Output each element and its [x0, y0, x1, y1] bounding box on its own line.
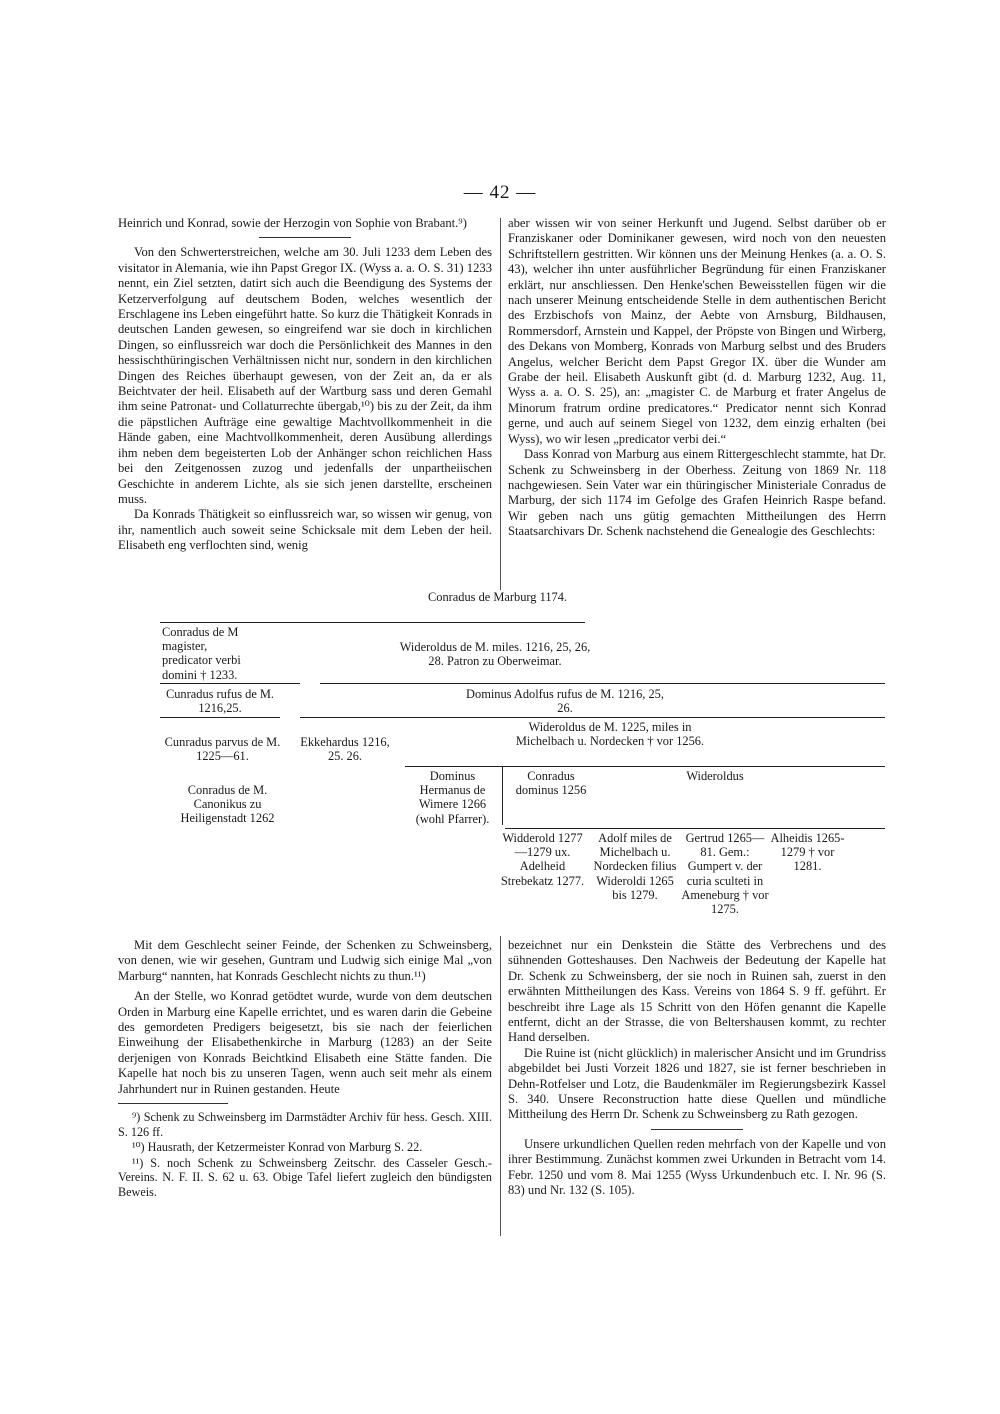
- left-column-upper: [118, 216, 492, 554]
- genealogy-line: [160, 622, 585, 623]
- genealogy-ekkehardus: Ekkehardus 1216, 25. 26.: [300, 735, 390, 764]
- paragraph: Heinrich und Konrad, sowie der Herzogin von Sophie von Brabant.⁹): [118, 216, 467, 230]
- genealogy-gertrud: Gertrud 1265—81. Gem.: Gumpert v. der curia sculteti in Ameneburg † vor 1275.: [681, 831, 769, 917]
- genealogy-adolfus-rufus: Dominus Adolfus rufus de M. 1216, 25, 26.: [466, 687, 664, 716]
- column-divider: [500, 936, 501, 1236]
- page-number: — 42 —: [463, 182, 537, 203]
- genealogy-wideroldus-1225: Wideroldus de M. 1225, miles in Michelbach u. Nordecken † vor 1256.: [515, 720, 705, 749]
- footnote-10: ¹⁰) Hausrath, der Ketzermeister Konrad von Marburg S. 22.: [132, 1140, 423, 1155]
- genealogy-line: [300, 717, 885, 718]
- paragraph: Mit dem Geschlecht seiner Feinde, der Schenken zu Schweinsberg, von denen, wie wir gesehen, Guntram und Ludwig sich einige Mal „von Marburg“ nannten, hat Konrads Geschlecht nichts zu thun.¹¹): [118, 938, 492, 983]
- genealogy-wideroldus-miles: Wideroldus de M. miles. 1216, 25, 26, 28. Patron zu Oberweimar.: [399, 640, 591, 669]
- genealogy-conradus-magister: Conradus de M magister, predicator verbi domini † 1233.: [162, 625, 241, 682]
- genealogy-line: [405, 766, 885, 767]
- paragraph: Unsere urkundlichen Quellen reden mehrfach von der Kapelle und von ihrer Bestimmung. Zunächst kommen zwei Urkunden in Betracht vom 14. Febr. 1250 und vom 8. Mai 1255 (Wyss Urkundenbuch etc. I. Nr. 96 (S. 83) und Nr. 132 (S. 105).: [508, 1136, 886, 1198]
- right-column-upper: [508, 216, 886, 540]
- paragraph: An der Stelle, wo Konrad getödtet wurde, wurde von dem deutschen Orden in Marburg eine Kapelle errichtet, und es waren darin die Gebeine des gemordeten Predigers beigesetzt, bis sie nach der feierlichen Einweihung der Elisabethenkirche in Marburg (1283) an der Seite derjenigen von Konrads Beichtkind Elisabeth eine Stätte fanden. Die Kapelle hat noch bis zu unseren Tagen, wenn auch seit mehr als einem Jahrhundert nur in Ruinen gestanden. Heute: [118, 989, 492, 1096]
- separator-rule: [651, 1129, 743, 1130]
- footnotes: [118, 1110, 492, 1200]
- paragraph: aber wissen wir von seiner Herkunft und Jugend. Selbst darüber ob er Franziskaner oder Dominikaner gewesen, wird noch von den neuesten Schriftstellern gestritten. Wir können uns der Meinung Henkes (a. a. O. S. 43), welcher ihn unter ausführlicher Begründung für einen Franziskaner erklärt, nur anschliessen. Den Henke'schen Beweisstellen fügen wir die nach unserer Meinung entscheidende Stelle in dem authentischen Bericht des Erzbischofs von Mainz, der Aebte von Arnsburg, Bildhausen, Rommersdorf, Arnstein und Kappel, der Pröpste von Bingen und Wirberg, des Dekans von Momberg, Konrads von Marburg selbst und des Bruders Angelus, welcher Bericht dem Papst Gregor IX. über die Wunder am Grabe der heil. Elisabeth Auskunft gibt (d. d. Marburg 1232, Aug. 11, Wyss a. a. O. S. 25), an: „magister C. de Marburg et frater Angelus de Minorum fratrum ordine predicatores.“ Predicator nennt sich Konrad gerne, und auch auf seinem Siegel von 1232, dem einzig erhalten (bei Wyss), wo wir lesen „predicator verbi dei.“: [508, 216, 886, 446]
- genealogy-line: [502, 767, 503, 825]
- column-divider: [500, 218, 501, 590]
- genealogy-line: [320, 683, 885, 684]
- paragraph: Dass Konrad von Marburg aus einem Rittergeschlecht stammte, hat Dr. Schenk zu Schweinsberg in der Oberhess. Zeitung von 1869 Nr. 118 nachgewiesen. Sein Vater war ein thüringischer Ministeriale Conradus de Marburg, der sich 1174 im Gefolge des Grafen Heinrich Raspe befand. Wir geben nach uns gütig gemachten Mittheilungen des Herrn Staatsarchivars Dr. Schenk nachstehend die Genealogie des Geschlechts:: [508, 447, 886, 539]
- genealogy-hermanus: Dominus Hermanus de Wimere 1266 (wohl Pfarrer).: [415, 769, 490, 826]
- genealogy-root: Conradus de Marburg 1174.: [427, 590, 568, 604]
- genealogy-conradus-dominus: Conradus dominus 1256: [515, 769, 587, 798]
- paragraph: Da Konrads Thätigkeit so einflussreich war, so wissen wir genug, von ihr, namentlich auch soweit seine Schicksale mit dem Leben der heil. Elisabeth eng verflochten sind, wenig: [118, 507, 492, 553]
- paragraph: Von den Schwerterstreichen, welche am 30. Juli 1233 dem Leben des visitator in Alemania, wie ihn Papst Gregor IX. (Wyss a. a. O. S. 31) 1233 nennt, ein Ziel setzten, datirt sich auch die Beendigung des Systems der Ketzerverfolgung auf deutschem Boden, welches wesentlich der Erschlagene ins Leben eingeführt hatte. So kurz die Thätigkeit Konrads in deutschen Landen gewesen, so eingreifend war sie doch in kirchlichen Dingen, so einflussreich war doch die Persönlichkeit des Mannes in den hessischthüringischen Verhältnissen nicht nur, sondern in den kirchlichen Dingen des Reiches überhaupt gewesen, von der Zeit an, da er als Beichtvater der heil. Elisabeth auf der Wartburg sass und deren Gemahl ihm seine Patronat- und Collaturrechte übergab,¹⁰) bis zu der Zeit, da ihm die päpstlichen Aufträge eine gewaltige Machtvollkommenheit in die Hände gaben, eine Machtvollkommenheit, deren Ausübung allerdings ihm neben dem begeisterten Lob der Anhänger schon reichlichen Hass bei den Zeitgenossen zuzog und jedenfalls der unpartheiischen Geschichte in anderem Lichte, als sie sich jenen darstellte, erscheinen muss.: [118, 245, 492, 506]
- footnote-9: ⁹) Schenk zu Schweinsberg im Darmstädter Archiv für hess. Gesch. XIII. S. 126 ff.: [118, 1110, 492, 1139]
- footnote-11: ¹¹) S. noch Schenk zu Schweinsberg Zeitschr. des Casseler Gesch.-Vereins. N. F. II. S. 62 u. 63. Obige Tafel liefert zugleich den bündigsten Beweis.: [118, 1155, 492, 1200]
- genealogy-wideroldus: Wideroldus: [686, 769, 744, 783]
- genealogy-conradus-canonikus: Conradus de M. Canonikus zu Heiligenstadt 1262: [180, 783, 275, 826]
- genealogy-line: [505, 828, 885, 829]
- genealogy-line: [160, 717, 280, 718]
- right-column-lower: [508, 938, 886, 1199]
- footnote-rule: [118, 1103, 228, 1104]
- paragraph: Die Ruine ist (nicht glücklich) in malerischer Ansicht und im Grundriss abgebildet bei Justi Vorzeit 1826 und 1827, sie ist ferner beschrieben in Dehn-Rotfelser und Lotz, die Baudenkmäler im Regierungsbezirk Kassel S. 340. Unsere Reconstruction hatte diese Quellen und mündliche Mittheilung des Herrn Dr. Schenk zu Schweinsberg zu Rath gezogen.: [508, 1045, 886, 1122]
- genealogy-alheidis: Alheidis 1265-1279 † vor 1281.: [770, 831, 845, 874]
- left-column-lower: [118, 938, 492, 1201]
- genealogy-line: [160, 683, 300, 684]
- genealogy-cunradus-rufus: Cunradus rufus de M. 1216,25.: [165, 687, 275, 716]
- separator-rule: [259, 237, 351, 238]
- paragraph: bezeichnet nur ein Denkstein die Stätte des Verbrechens und des sühnenden Gotteshauses. Den Nachweis der Bedeutung der Kapelle hat Dr. Schenk zu Schweinsberg, der sie noch in Ruinen sah, zuerst in den erwähnten Mittheilungen des Kass. Vereins von 1864 S. 9 ff. geführt. Er beschreibt ihre Lage als 15 Schritt von den Höfen genannt die Kapelle entfernt, dicht an der Strasse, die von Beltershausen kommt, zu rechter Hand derselben.: [508, 938, 886, 1045]
- genealogy-widderold: Widderold 1277—1279 ux. Adelheid Strebekatz 1277.: [500, 831, 585, 888]
- genealogy-cunradus-parvus: Cunradus parvus de M. 1225—61.: [164, 735, 281, 764]
- genealogy-adolf-miles: Adolf miles de Michelbach u. Nordecken filius Wideroldi 1265 bis 1279.: [593, 831, 677, 902]
